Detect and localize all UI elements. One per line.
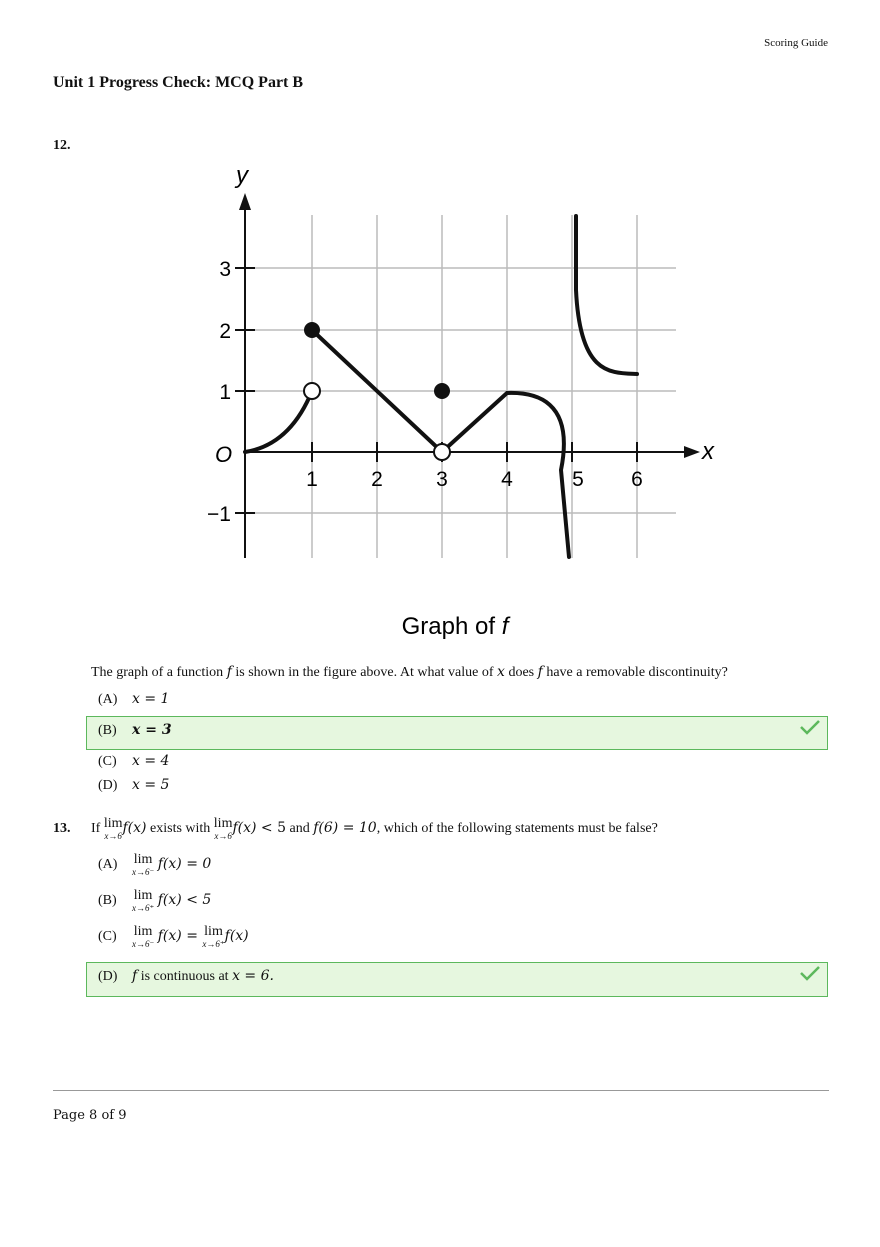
graph-caption [402, 613, 511, 640]
open-point-3-0 [434, 444, 450, 460]
graph-axes [235, 205, 688, 558]
q13-option-d[interactable]: (D) f is continuous at x = 6. [98, 968, 274, 984]
x-axis-arrow [684, 446, 700, 458]
correct-check-icon [799, 719, 821, 735]
page-title: Unit 1 Progress Check: MCQ Part B [53, 74, 304, 91]
page-number: Page 8 of 9 [53, 1108, 127, 1123]
q12-option-b[interactable]: (B) x = 3 [98, 722, 172, 738]
x-tick-1: 1 [306, 468, 318, 491]
graph-of-f-figure [190, 160, 730, 640]
question-12-stem: The graph of a function f is shown in the figure above. At what value of x does f have a removable discontinuity? [91, 664, 728, 680]
x-axis-label: x [702, 438, 714, 465]
q13-option-b[interactable]: (B) lim x→6⁺ f(x) < 5 [98, 888, 212, 913]
header-scoring-guide: Scoring Guide [764, 37, 828, 49]
curve-segment-5-to-6 [576, 216, 637, 374]
q12-option-b-correct[interactable] [86, 716, 828, 750]
q13-option-a[interactable]: (A) lim x→6⁻ f(x) = 0 [98, 852, 212, 877]
y-tick-3: 3 [219, 258, 231, 281]
curve-segment-0-to-1 [245, 391, 312, 452]
x-tick-6: 6 [631, 468, 643, 491]
x-tick-3: 3 [436, 468, 448, 491]
open-point-1-1 [304, 383, 320, 399]
correct-check-icon [799, 965, 821, 981]
q12-option-a[interactable]: (A) x = 1 [98, 691, 170, 707]
y-axis-arrow [239, 193, 251, 210]
question-12-number: 12. [53, 138, 71, 153]
closed-point-1-2 [304, 322, 320, 338]
y-tick-minus-1: −1 [207, 503, 231, 526]
graph-caption-prefix: Graph of [401, 613, 502, 640]
q12-option-d[interactable]: (D) x = 5 [98, 777, 170, 793]
question-13-stem: If lim x→6 f(x) exists with lim x→6 f(x) < 5 and f(6) = 10, which of the following statements must be false? [91, 816, 658, 841]
y-tick-2: 2 [219, 320, 231, 343]
x-tick-5: 5 [572, 468, 584, 491]
q13-option-c[interactable]: (C) lim x→6⁻ f(x) = lim x→6⁺ f(x) [98, 924, 249, 949]
graph-caption-var: f [501, 613, 509, 640]
y-axis-label: y [236, 162, 248, 189]
closed-point-3-1 [434, 383, 450, 399]
question-13-number: 13. [53, 821, 71, 836]
x-tick-4: 4 [501, 468, 513, 491]
footer-divider [53, 1090, 829, 1091]
origin-label: O [215, 442, 233, 467]
x-tick-2: 2 [371, 468, 383, 491]
q12-option-c[interactable]: (C) x = 4 [98, 753, 170, 769]
y-tick-1: 1 [219, 381, 231, 404]
